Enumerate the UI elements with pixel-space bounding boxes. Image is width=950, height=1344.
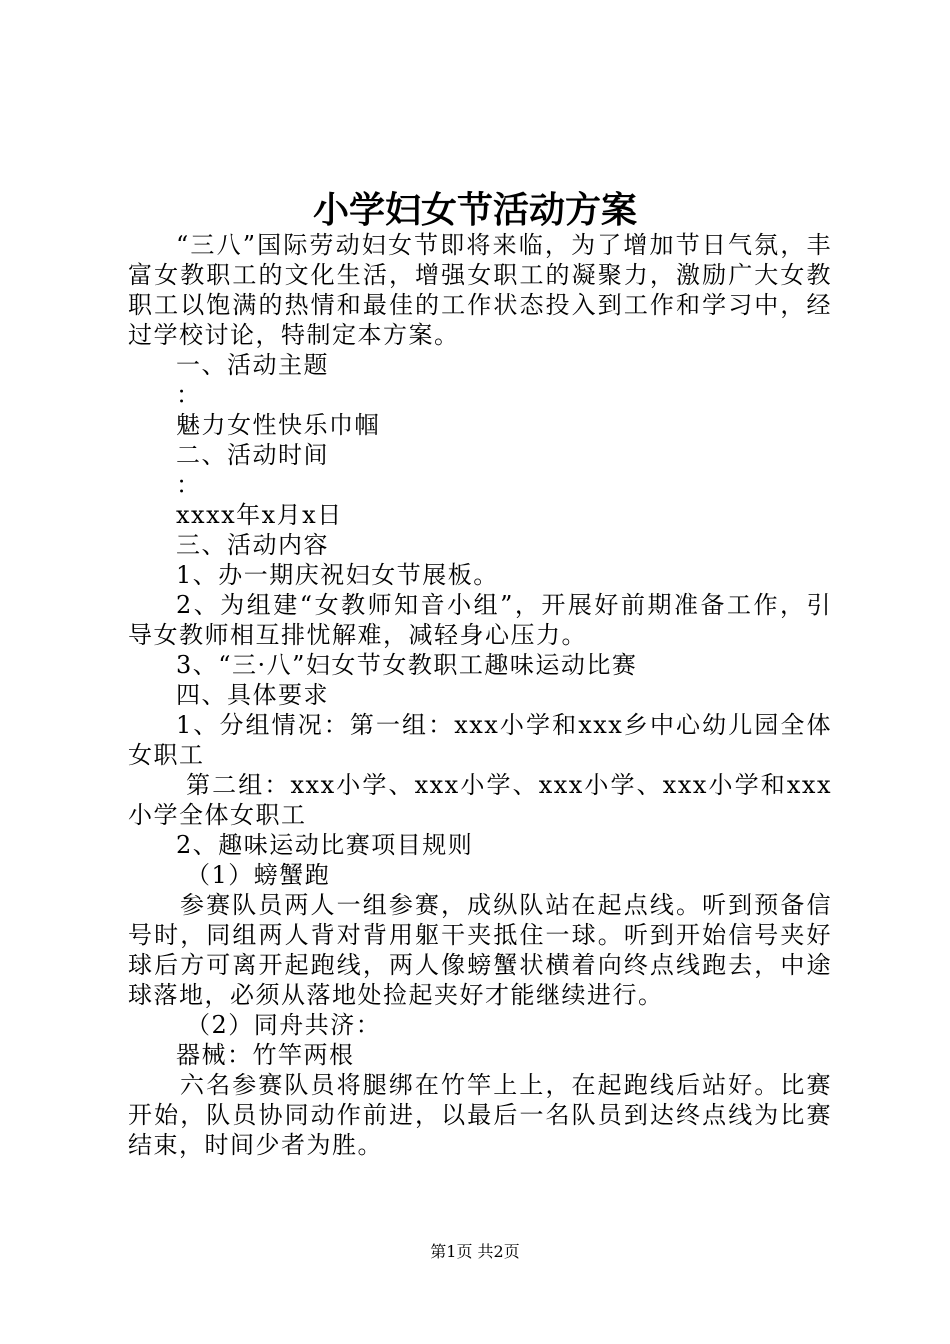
content-item-2: 2、为组建“女教师知音小组”，开展好前期准备工作，引导女教师相互排忧解难，减轻身心压力。: [128, 591, 832, 649]
page-title: 小学妇女节活动方案: [312, 189, 637, 231]
rule-crab-run-title: （1）螃蟹跑: [186, 861, 331, 889]
time-text: xxxx年x月x日: [176, 501, 343, 529]
rule-same-boat-title: （2）同舟共济：: [186, 1011, 382, 1039]
rules-heading: 2、趣味运动比赛项目规则: [176, 831, 474, 859]
section-heading-time: 二、活动时间: [176, 441, 329, 469]
theme-text: 魅力女性快乐巾帼: [176, 411, 380, 439]
content-item-1: 1、办一期庆祝妇女节展板。: [176, 561, 499, 589]
section-heading-requirements: 四、具体要求: [176, 681, 329, 709]
section-heading-content: 三、活动内容: [176, 531, 329, 559]
document-body: [128, 230, 832, 1160]
rule-crab-run-text: 参赛队员两人一组参赛，成纵队站在起点线。听到预备信号时，同组两人背对背用躯干夹抵住一球。听到开始信号夹好球后方可离开起跑线，两人像螃蟹状横着向终点线跑去，中途球落地，必须从落地处捡起夹好才能继续进行。: [128, 891, 832, 1009]
content-item-3: 3、“三·八”妇女节女教职工趣味运动比赛: [176, 651, 638, 679]
equipment-text: 器械：竹竿两根: [176, 1041, 355, 1069]
grouping-first: 1、分组情况：第一组：xxx小学和xxx乡中心幼儿园全体女职工: [128, 711, 832, 769]
section-heading-theme: 一、活动主题: [176, 351, 329, 379]
colon-line: ：: [176, 471, 202, 499]
colon-line: ：: [176, 381, 202, 409]
page-number-footer: 第1页 共2页: [430, 1242, 520, 1261]
grouping-second: 第二组：xxx小学、xxx小学、xxx小学、xxx小学和xxx小学全体女职工: [128, 771, 832, 829]
intro-paragraph: “三八”国际劳动妇女节即将来临，为了增加节日气氛，丰富女教职工的文化生活，增强女职工的凝聚力，激励广大女教职工以饱满的热情和最佳的工作状态投入到工作和学习中，经过学校讨论，特制定本方案。: [128, 231, 832, 349]
rule-same-boat-text: 六名参赛队员将腿绑在竹竿上上，在起跑线后站好。比赛开始，队员协同动作前进，以最后一名队员到达终点线为比赛结束，时间少者为胜。: [128, 1071, 832, 1159]
